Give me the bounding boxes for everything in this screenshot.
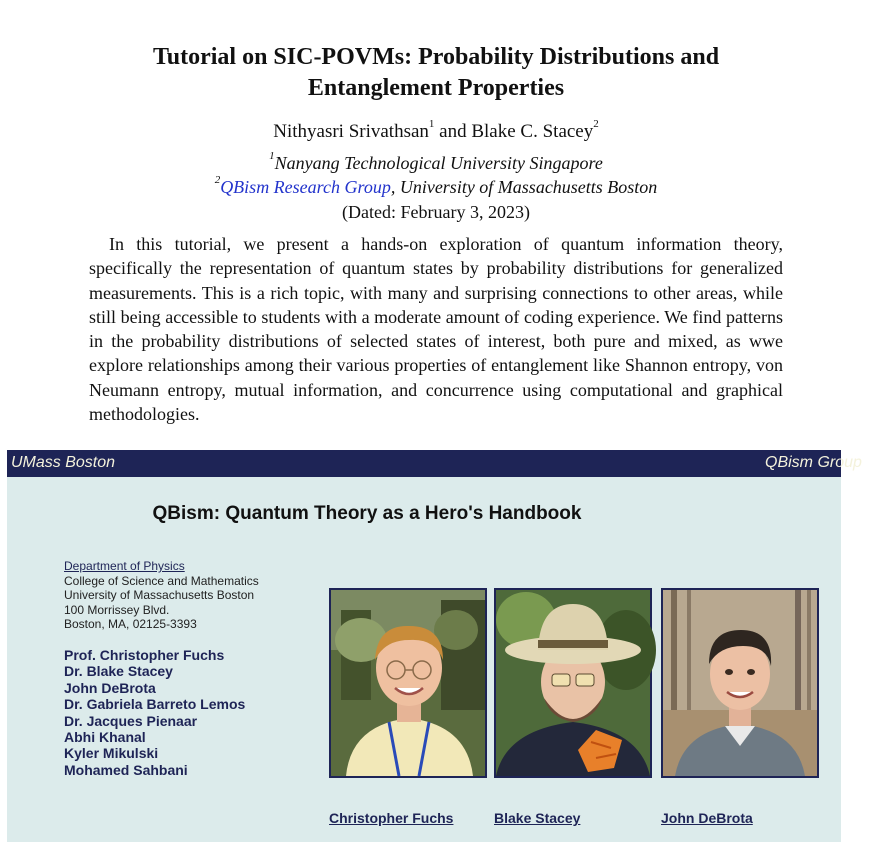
- author-2: Blake C. Stacey: [471, 121, 594, 142]
- person-name: Abhi Khanal: [64, 729, 146, 746]
- affiliation-2: [0, 174, 872, 198]
- author-1-affil-mark: 1: [428, 118, 435, 130]
- photo-john-debrota[interactable]: [661, 588, 819, 778]
- affiliation-2-mark: 2: [214, 174, 221, 186]
- person-name: Kyler Mikulski: [64, 745, 159, 762]
- qbism-group-link[interactable]: QBism Group: [765, 454, 862, 471]
- department-link[interactable]: Department of Physics: [64, 559, 185, 573]
- photo-christopher-fuchs[interactable]: [329, 588, 487, 778]
- person-name: Dr. Blake Stacey: [64, 663, 173, 680]
- author-2-affil-mark: 2: [593, 118, 599, 130]
- caption-john-debrota[interactable]: John DeBrota: [661, 810, 753, 826]
- affiliation-1-mark: 1: [269, 150, 275, 162]
- title-line-2: Entanglement Properties: [307, 75, 565, 101]
- university-line: University of Massachusetts Boston: [64, 588, 255, 602]
- person-name: Dr. Jacques Pienaar: [64, 712, 198, 729]
- caption-blake-stacey[interactable]: Blake Stacey: [494, 810, 581, 826]
- affiliation-2-text: , University of Massachusetts Boston: [390, 177, 658, 197]
- person-name: John DeBrota: [64, 679, 156, 696]
- author-1: Nithyasri Srivathsan: [273, 121, 429, 142]
- person-name: Dr. Gabriela Barreto Lemos: [64, 696, 246, 713]
- people-list: [64, 647, 245, 778]
- author-line: [0, 118, 872, 143]
- caption-christopher-fuchs[interactable]: Christopher Fuchs: [329, 810, 454, 826]
- photo-blake-stacey[interactable]: [494, 588, 652, 778]
- qbism-website: [7, 450, 862, 842]
- author-conjunction: and: [434, 121, 472, 142]
- street-line: 100 Morrissey Blvd.: [64, 602, 170, 617]
- abstract: In this tutorial, we present a hands-on exploration of quantum information theory, specifically the representation of quantum states by probability distributions for generalized measurements. This is a rich topic, with many and surprising connections to other areas, while still being accessible to students with a moderate amount of coding experience. We find patterns in the probability distributions of selected states of interest, both pure and mixed, as wwe explore relationships among their various properties of entanglement like Shannon entropy, von Neumann entropy, mutual information, and concurrence using computational and graphical methodologies.: [89, 234, 783, 425]
- title-line-1: Tutorial on SIC-POVMs: Probability Distributions and: [152, 44, 720, 70]
- person-name: Mohamed Sahbani: [64, 761, 188, 778]
- paper-title: [60, 42, 812, 104]
- umass-boston-link[interactable]: UMass Boston: [11, 454, 116, 471]
- qbism-research-group-link[interactable]: QBism Research Group: [220, 177, 391, 197]
- site-top-bar: [7, 450, 862, 477]
- date-line: (Dated: February 3, 2023): [342, 202, 530, 222]
- affiliation-1-text: Nanyang Technological University Singapore: [274, 153, 603, 173]
- affiliation-1: [0, 150, 872, 174]
- address-block: [64, 559, 259, 632]
- city-line: Boston, MA, 02125-3393: [64, 617, 197, 631]
- site-headline: QBism: Quantum Theory as a Hero's Handbook: [152, 503, 582, 524]
- person-name: Prof. Christopher Fuchs: [64, 647, 225, 663]
- college-line: College of Science and Mathematics: [64, 573, 259, 588]
